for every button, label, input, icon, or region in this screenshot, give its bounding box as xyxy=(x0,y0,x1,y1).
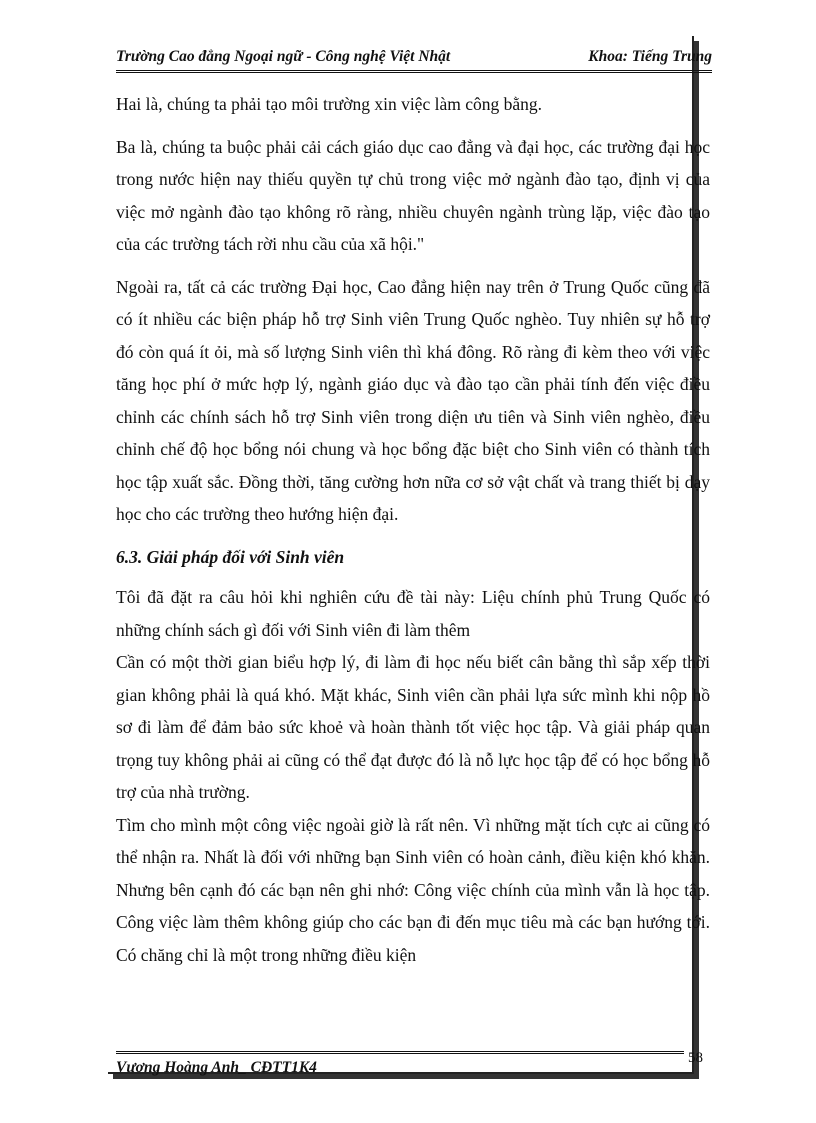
paragraph-4: Tôi đã đặt ra câu hỏi khi nghiên cứu đề tài này: Liệu chính phủ Trung Quốc có những chính sách gì đối với Sinh viên đi làm thêm xyxy=(116,587,710,640)
page-content xyxy=(116,88,710,971)
footer-author: Vương Hoàng Anh_ CĐTT1K4 xyxy=(116,1059,317,1076)
school-name: Trường Cao đẳng Ngoại ngữ - Công nghệ Việt Nhật xyxy=(116,48,451,65)
paragraph-1: Hai là, chúng ta phải tạo môi trường xin việc làm công bằng. xyxy=(116,94,542,114)
paragraph-2: Ba là, chúng ta buộc phải cải cách giáo dục cao đẳng và đại học, các trường đại học trong nước hiện nay thiếu quyền tự chủ trong việc mở ngành đào tạo, định vị của việc mở ngành đào tạo không rõ ràng, nhiều chuyên ngành trùng lặp, việc đào tạo của các trường tách rời nhu cầu của xã hội." xyxy=(116,136,710,254)
page-number: 58 xyxy=(688,1050,703,1066)
department-name: Khoa: Tiếng Trung xyxy=(588,48,712,65)
section-heading: 6.3. Giải pháp đối với Sinh viên xyxy=(116,546,345,567)
paragraph-3: Ngoài ra, tất cả các trường Đại học, Cao đẳng hiện nay trên ở Trung Quốc cũng đã có ít nhiều các biện pháp hỗ trợ Sinh viên Trung Quốc nghèo. Tuy nhiên sự hỗ trợ đó còn quá ít ỏi, mà số lượng Sinh viên thì khá đông. Rõ ràng đi kèm theo với việc tăng học phí ở mức hợp lý, ngành giáo dục và đào tạo cần phải tính đến việc điều chỉnh các chính sách hỗ trợ Sinh viên trong diện ưu tiên và Sinh viên nghèo, điều chỉnh chế độ học bổng nói chung và học bổng đặc biệt cho Sinh viên có thành tích học tập xuất sắc. Đồng thời, tăng cường hơn nữa cơ sở vật chất và trang thiết bị dạy học cho các trường theo hướng hiện đại. xyxy=(116,276,710,524)
paragraph-5: Cần có một thời gian biểu hợp lý, đi làm đi học nếu biết cân bằng thì sắp xếp thời gian không phải là quá khó. Mặt khác, Sinh viên cần phải lựa sức mình khi nộp hồ sơ đi làm để đảm bảo sức khoẻ và hoàn thành tốt việc học tập. Và giải pháp quan trọng tuy không phải ai cũng có thể đạt được đó là nỗ lực học tập để có học bổng hỗ trợ của nhà trường. xyxy=(116,652,710,802)
page-header xyxy=(116,46,712,73)
paragraph-6: Tìm cho mình một công việc ngoài giờ là rất nên. Vì những mặt tích cực ai cũng có thể nhận ra. Nhất là đối với những bạn Sinh viên có hoàn cảnh, điều kiện khó khăn. Nhưng bên cạnh đó các bạn nên ghi nhớ: Công việc chính của mình vẫn là học tập. Công việc làm thêm không giúp cho các bạn đi đến mục tiêu mà các bạn hướng tới. Có chăng chỉ là một trong những điều kiện xyxy=(116,814,710,965)
footer-divider xyxy=(116,1051,684,1054)
